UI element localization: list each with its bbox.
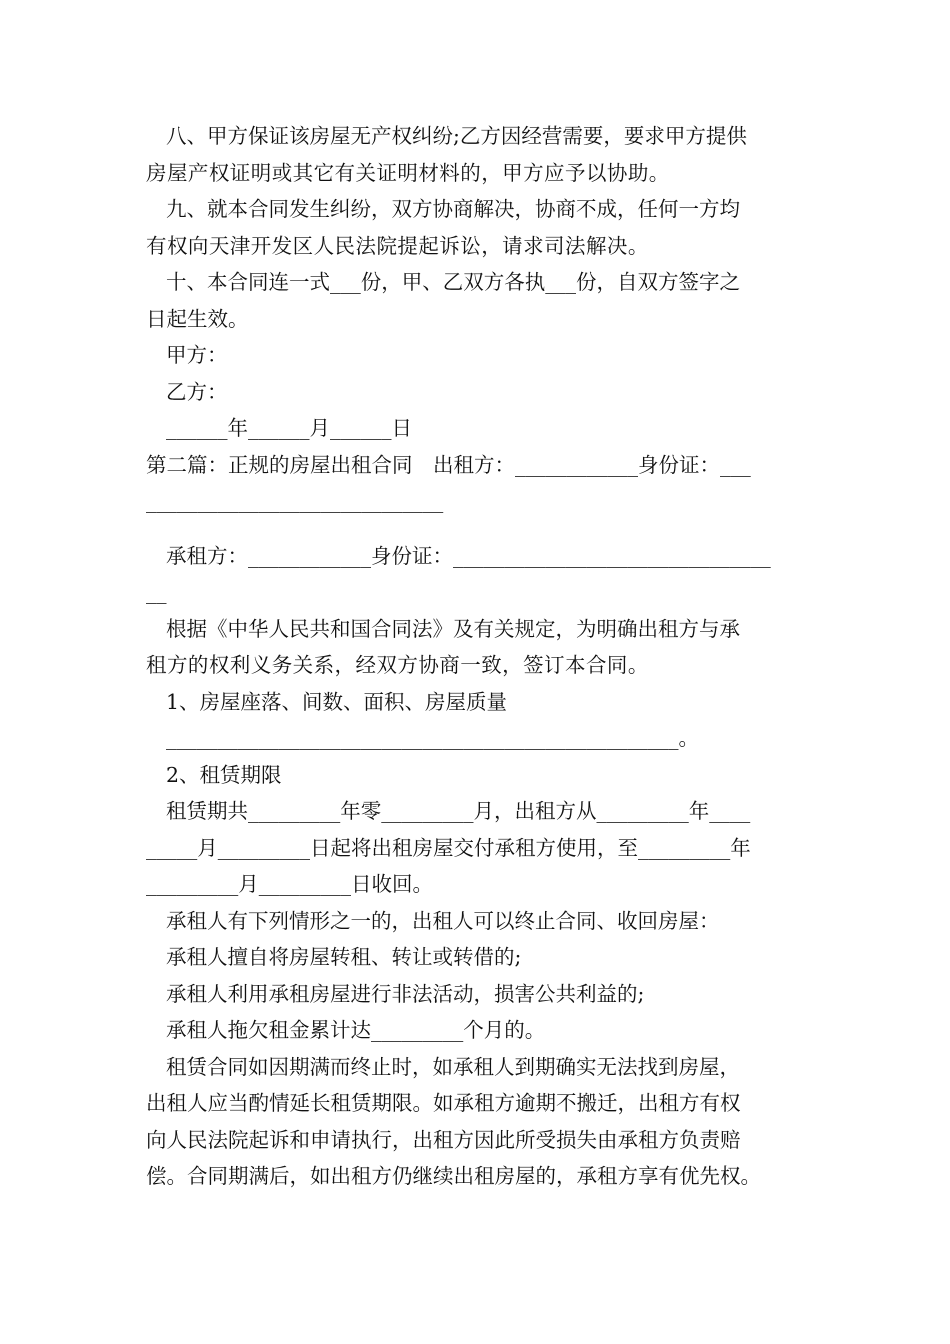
paragraph-line: 十、本合同连一式___份，甲、乙双方各执___份，自双方签字之 — [166, 270, 740, 294]
paragraph-line: 八、甲方保证该房屋无产权纠纷;乙方因经营需要，要求甲方提供 — [166, 124, 747, 148]
list-item: 承租人拖欠租金累计达_________个月的。 — [166, 1018, 546, 1042]
section-heading-line: 第二篇：正规的房屋出租合同 出租方：____________身份证：___ — [146, 452, 751, 477]
blank-line: _____________________________ — [146, 489, 444, 513]
paragraph-line: 向人民法院起诉和申请执行，出租方因此所受损失由承租方负责赔 — [146, 1127, 741, 1152]
paragraph-line: 房屋产权证明或其它有关证明材料的，甲方应予以协助。 — [146, 160, 670, 185]
clause-heading: 2、租赁期限 — [166, 762, 282, 787]
list-item: 承租人利用承租房屋进行非法活动，损害公共利益的; — [166, 981, 645, 1006]
lessee-line: 承租方：____________身份证：_______________________________ — [166, 543, 771, 568]
paragraph-line: 租方的权利义务关系，经双方协商一致，签订本合同。 — [146, 653, 649, 677]
paragraph-line: 偿。合同期满后，如出租方仍继续出租房屋的，承租方享有优先权。 — [146, 1164, 761, 1188]
paragraph-line: 日起生效。 — [146, 306, 249, 331]
contract-page — [146, 118, 810, 1195]
party-b-signature-label: 乙方： — [166, 379, 228, 404]
list-item: 承租人擅自将房屋转租、转让或转借的; — [166, 945, 522, 969]
clause-heading: 1、房屋座落、间数、面积、房屋质量 — [166, 689, 508, 714]
blank-line: __ — [146, 580, 167, 604]
blank-line: __________________________________________________。 — [166, 726, 699, 750]
paragraph-line: 九、就本合同发生纠纷，双方协商解决，协商不成，任何一方均 — [166, 197, 740, 221]
paragraph-line: 承租人有下列情形之一的，出租人可以终止合同、收回房屋： — [166, 908, 720, 933]
paragraph-line: 租赁期共_________年零_________月，出租方从_________年____ — [166, 799, 751, 823]
paragraph-line: 有权向天津开发区人民法院提起诉讼，请求司法解决。 — [146, 233, 649, 258]
date-line: ______年______月______日 — [166, 416, 412, 440]
paragraph-line: 出租人应当酌情延长租赁期限。如承租方逾期不搬迁，出租方有权 — [146, 1091, 741, 1115]
paragraph-line: _____月_________日起将出租房屋交付承租方使用，至_________年 — [146, 835, 751, 860]
paragraph-line: 根据《中华人民共和国合同法》及有关规定，为明确出租方与承 — [166, 616, 740, 641]
spacer — [146, 520, 810, 538]
party-a-signature-label: 甲方： — [166, 343, 228, 367]
paragraph-line: _________月_________日收回。 — [146, 872, 433, 896]
paragraph-line: 租赁合同如因期满而终止时，如承租人到期确实无法找到房屋， — [166, 1054, 740, 1079]
